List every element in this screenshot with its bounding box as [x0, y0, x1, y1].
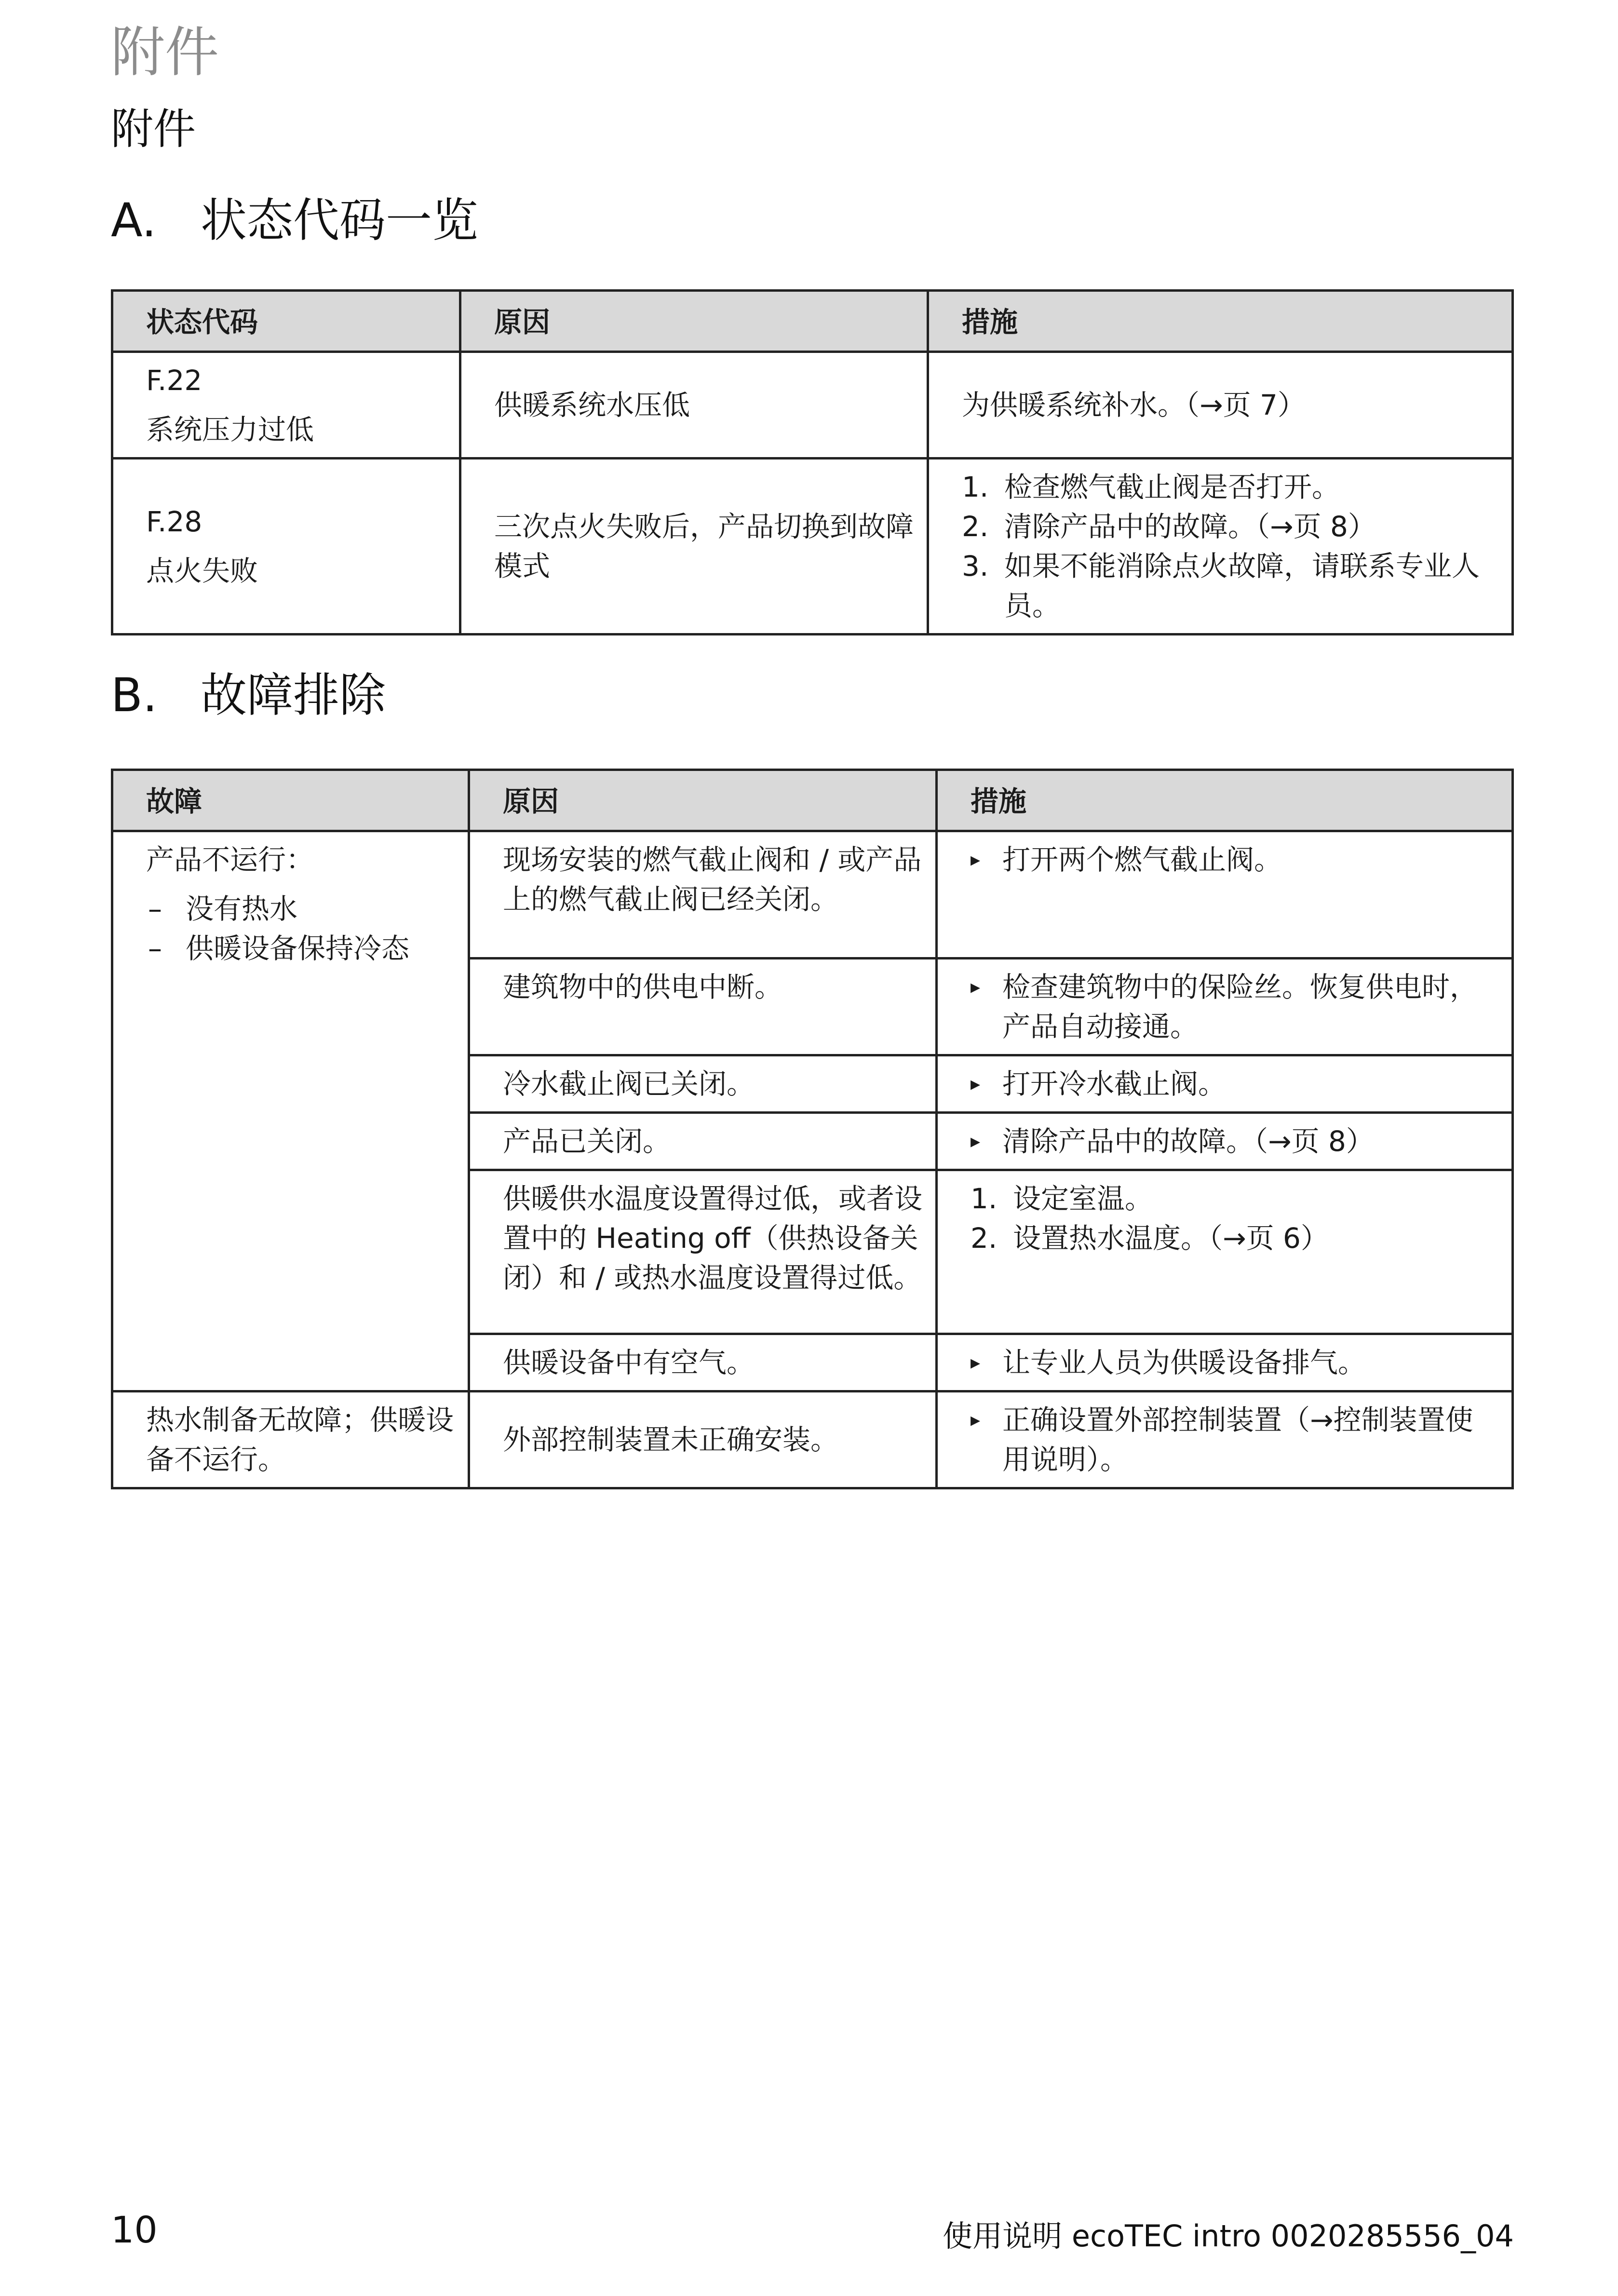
section-a-heading: 状态代码一览 [201, 193, 478, 247]
table-row [112, 352, 1513, 459]
action-item: ▸ 让专业人员为供暖设备排气。 [971, 1343, 1499, 1382]
cause-cell: 供暖系统水压低 [460, 352, 928, 459]
section-a-title [111, 193, 478, 248]
status-code-description: 系统压力过低 [146, 413, 314, 446]
triangle-bullet-icon: ▸ [971, 976, 981, 998]
status-code-table [111, 289, 1514, 635]
section-b-title [111, 668, 386, 723]
list-item: 2. 设置热水温度。（→页 6） [971, 1222, 1329, 1255]
cause-cell: 冷水截止阀已关闭。 [469, 1055, 937, 1113]
fault-symptom: – 供暖设备保持冷态 [148, 932, 410, 965]
measure-list [971, 1179, 1499, 1258]
action-item: ▸ 打开冷水截止阀。 [971, 1064, 1499, 1104]
status-code: F.22 [146, 364, 202, 397]
status-code-description: 点火失败 [146, 554, 258, 587]
document-info: 使用说明 ecoTEC intro 0020285556_04 [943, 2218, 1514, 2254]
list-item: 1. 检查燃气截止阀是否打开。 [962, 471, 1340, 503]
cause-cell: 供暖设备中有空气。 [469, 1334, 937, 1391]
list-item: 3. 如果不能消除点火故障，请联系专业人员。 [962, 550, 1480, 622]
column-header: 原因 [460, 291, 928, 352]
section-b-letter: B. [111, 668, 158, 722]
measure-cell: 为供暖系统补水。（→页 7） [928, 352, 1513, 459]
table-header-row [112, 770, 1513, 831]
cause-cell: 供暖供水温度设置得过低，或者设置中的 Heating off（供热设备关闭）和 / 或热水温度设置得过低。 [469, 1170, 937, 1334]
column-header: 措施 [937, 770, 1513, 831]
section-a-letter: A. [111, 193, 157, 247]
measure-cell [937, 1334, 1513, 1391]
table-row [112, 459, 1513, 635]
measure-cell [937, 959, 1513, 1055]
measure-cell [937, 1113, 1513, 1170]
troubleshooting-table [111, 769, 1514, 1489]
running-head: 附件 [111, 21, 219, 84]
fault-cell: 热水制备无故障；供暖设备不运行。 [112, 1391, 469, 1488]
page-heading: 附件 [111, 104, 196, 154]
list-item: 2. 清除产品中的故障。（→页 8） [962, 510, 1376, 543]
status-code: F.28 [146, 505, 202, 538]
action-item: ▸ 打开两个燃气截止阀。 [971, 840, 1499, 879]
triangle-bullet-icon: ▸ [971, 849, 981, 871]
cause-cell: 三次点火失败后，产品切换到故障模式 [460, 459, 928, 635]
triangle-bullet-icon: ▸ [971, 1130, 981, 1152]
measure-cell [937, 1391, 1513, 1488]
action-item: ▸ 检查建筑物中的保险丝。恢复供电时，产品自动接通。 [971, 967, 1499, 1046]
list-item: 1. 设定室温。 [971, 1182, 1153, 1215]
page-number: 10 [111, 2208, 158, 2251]
triangle-bullet-icon: ▸ [971, 1409, 981, 1431]
table-row [112, 831, 1513, 959]
column-header: 原因 [469, 770, 937, 831]
fault-title: 产品不运行： [146, 843, 314, 876]
cause-cell: 建筑物中的供电中断。 [469, 959, 937, 1055]
status-code-cell [112, 352, 460, 459]
column-header: 措施 [928, 291, 1513, 352]
table-header-row [112, 291, 1513, 352]
status-code-cell [112, 459, 460, 635]
measure-list [962, 467, 1499, 625]
measure-cell [937, 1170, 1513, 1334]
triangle-bullet-icon: ▸ [971, 1351, 981, 1374]
cause-cell: 外部控制装置未正确安装。 [469, 1391, 937, 1488]
column-header: 故障 [112, 770, 469, 831]
column-header: 状态代码 [112, 291, 460, 352]
cause-cell: 现场安装的燃气截止阀和 / 或产品上的燃气截止阀已经关闭。 [469, 831, 937, 959]
action-item: ▸ 正确设置外部控制装置（→控制装置使用说明）。 [971, 1400, 1499, 1479]
measure-cell [928, 459, 1513, 635]
triangle-bullet-icon: ▸ [971, 1073, 981, 1095]
measure-cell [937, 831, 1513, 959]
fault-symptom: – 没有热水 [148, 892, 298, 925]
measure-cell [937, 1055, 1513, 1113]
section-b-heading: 故障排除 [201, 668, 386, 722]
cause-cell: 产品已关闭。 [469, 1113, 937, 1170]
action-item: ▸ 清除产品中的故障。（→页 8） [971, 1121, 1499, 1161]
fault-cell [112, 831, 469, 1391]
table-row [112, 1391, 1513, 1488]
